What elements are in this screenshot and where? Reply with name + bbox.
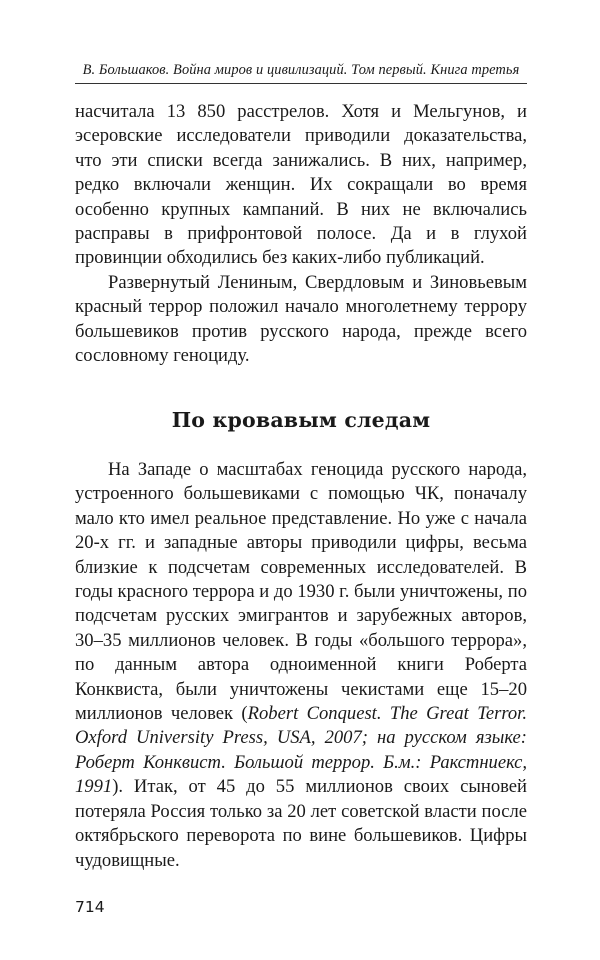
citation-conquest: Robert Conquest. The Great Terror. Oxford University Press, USA, 2007; на русском языке: Роберт Конквист. Большой террор. Б.м.: Ракстниекс, 1991 bbox=[75, 703, 527, 798]
page-number: 714 bbox=[75, 898, 105, 916]
paragraph-text-after-citation: ). Итак, от 45 до 55 миллионов своих сыновей потеряла Россия только за 20 лет советской власти после октябрьского переворота по вине большевиков. Цифры чудовищные. bbox=[75, 776, 527, 871]
paragraph-west-estimates bbox=[75, 458, 527, 873]
section-title: По кровавым следам bbox=[171, 408, 431, 432]
paragraph-text-before-citation: На Западе о масштабах геноцида русского народа, устроенного большевиками с помощью ЧК, поначалу мало кто имел реальное представление. Но уже с начала 20-х гг. и западные авторы приводили цифры, весьма близкие к подсчетам современных исследователей. В годы красного террора и до 1930 г. были уничтожены, по подсчетам русских эмигрантов и зарубежных авторов, 30–35 миллионов человек. В годы «большого террора», по данным автора одноименной книги Роберта Конквиста, были уничтожены чекистами еще 15–20 миллионов человек ( bbox=[75, 459, 527, 725]
text-block-bottom bbox=[75, 458, 527, 873]
running-head: В. Большаков. Война миров и цивилизаций. Том первый. Книга третья bbox=[75, 61, 527, 84]
paragraph-continuation: насчитала 13 850 расстрелов. Хотя и Мельгунов, и эсеровские исследователи приводили доказательства, что эти списки всегда занижались. В них, например, редко включали женщин. Их сокращали во время особенно крупных кампаний. В них не включались расправы в прифронтовой полосе. Да и в глухой провинции обходились без каких-либо публикаций. bbox=[75, 101, 527, 269]
paragraph-red-terror: Развернутый Лениным, Свердловым и Зиновьевым красный террор положил начало многолетнему террору большевиков против русского народа, прежде всего сословному геноциду. bbox=[75, 271, 527, 367]
text-block-top bbox=[75, 100, 527, 368]
